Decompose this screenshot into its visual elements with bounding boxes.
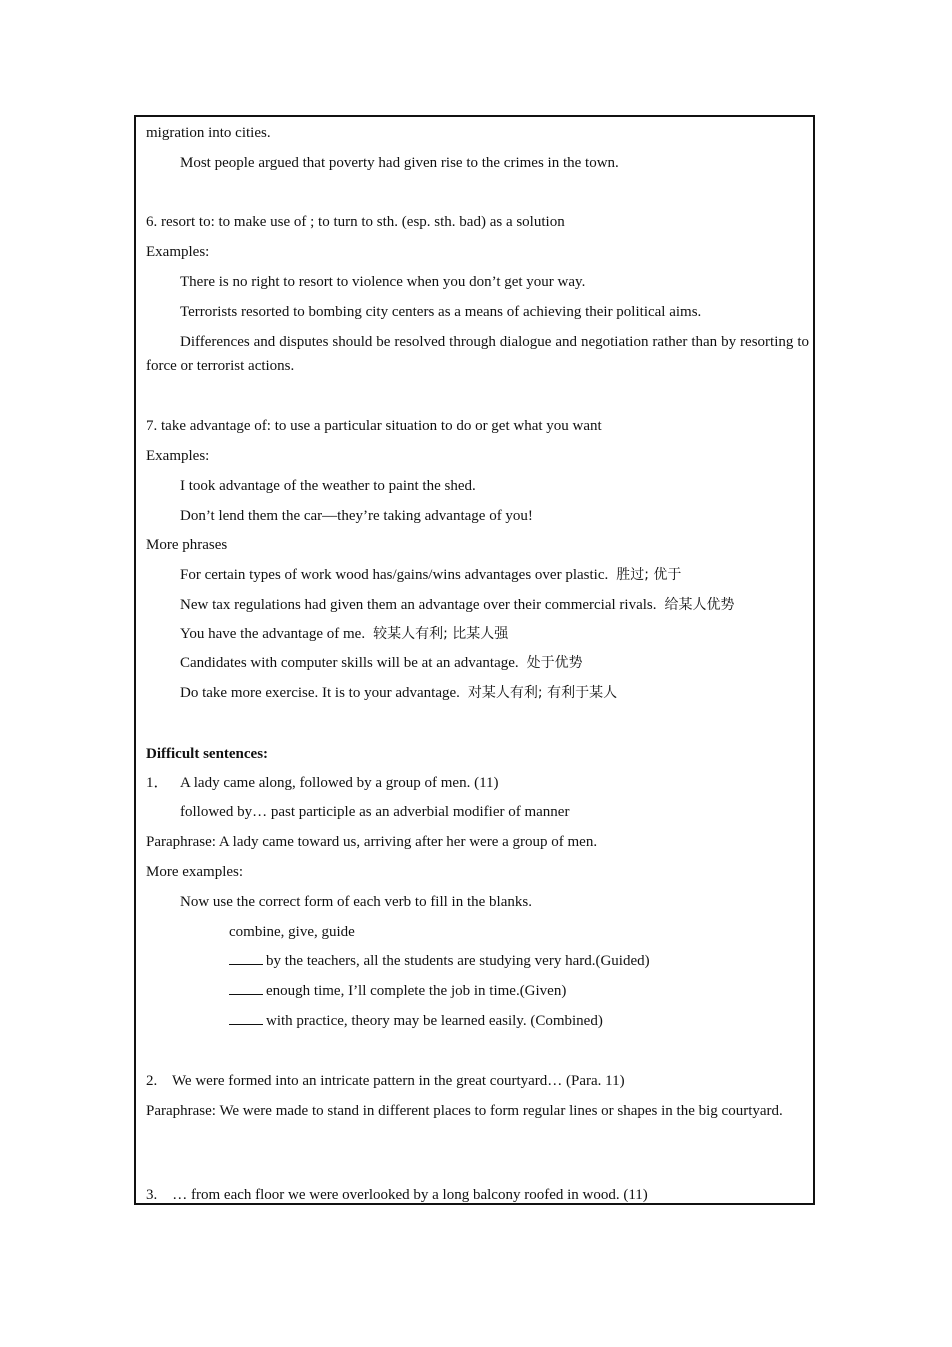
fill-blank-item — [229, 1011, 603, 1031]
phrase-line — [180, 595, 735, 615]
content-table-frame — [134, 115, 815, 1205]
phrase-line — [180, 624, 508, 644]
more-phrases-label: More phrases — [146, 537, 228, 553]
example-sentence: There is no right to resort to violence when you don’t get your way. — [180, 274, 586, 290]
example-sentence: Differences and disputes should be resolved through dialogue and negotiation rather than by resorting to force or terrorist actions. — [146, 334, 809, 374]
phrase-english: Candidates with computer skills will be at an advantage. — [180, 655, 519, 671]
fill-blank-text: by the teachers, all the students are studying very hard.(Guided) — [266, 953, 650, 969]
examples-label: Examples: — [146, 448, 210, 464]
text-line: migration into cities. — [146, 125, 271, 141]
paraphrase: Paraphrase: We were made to stand in different places to form regular lines or shapes in the big courtyard. — [146, 1103, 783, 1119]
phrase-chinese: 较某人有利; 比某人强 — [373, 626, 509, 642]
sentence-3: 3. … from each floor we were overlooked by a long balcony roofed in wood. (11) — [146, 1187, 648, 1203]
phrase-chinese: 给某人优势 — [664, 597, 735, 613]
text-line: Most people argued that poverty had given rise to the crimes in the town. — [180, 155, 619, 171]
example-sentence: Terrorists resorted to bombing city centers as a means of achieving their political aims. — [180, 304, 702, 320]
example-sentence: I took advantage of the weather to paint the shed. — [180, 478, 476, 494]
phrase-english: Do take more exercise. It is to your advantage. — [180, 685, 460, 701]
fill-blank-item — [229, 981, 566, 1001]
examples-label: Examples: — [146, 244, 210, 260]
phrase-line — [180, 653, 583, 673]
answer-blank — [229, 1012, 263, 1025]
phrase-line — [180, 683, 617, 703]
exercise-instruction: Now use the correct form of each verb to fill in the blanks. — [180, 894, 532, 910]
fill-blank-text: enough time, I’ll complete the job in time.(Given) — [266, 983, 567, 999]
sentence-1 — [146, 773, 499, 793]
vocab-heading-take-advantage-of: 7. take advantage of: to use a particular situation to do or get what you want — [146, 418, 602, 434]
difficult-sentences-heading: Difficult sentences: — [146, 746, 269, 762]
verb-list: combine, give, guide — [229, 924, 355, 940]
phrase-chinese: 处于优势 — [526, 655, 583, 671]
sentence-text: A lady came along, followed by a group of men. (11) — [180, 775, 499, 791]
phrase-chinese: 对某人有利; 有利于某人 — [467, 685, 618, 701]
example-sentence: Don’t lend them the car—they’re taking advantage of you! — [180, 508, 533, 524]
fill-blank-item — [229, 951, 650, 971]
answer-blank — [229, 952, 263, 965]
phrase-english: New tax regulations had given them an advantage over their commercial rivals. — [180, 597, 657, 613]
sentence-number: 1． — [146, 775, 169, 791]
vocab-heading-resort-to: 6. resort to: to make use of ; to turn to sth. (esp. sth. bad) as a solution — [146, 214, 565, 230]
answer-blank — [229, 982, 263, 995]
phrase-english: For certain types of work wood has/gains/wins advantages over plastic. — [180, 567, 609, 583]
more-examples-label: More examples: — [146, 864, 244, 880]
phrase-chinese: 胜过; 优于 — [616, 567, 682, 583]
grammar-note: followed by… past participle as an adverbial modifier of manner — [180, 804, 570, 820]
phrase-english: You have the advantage of me. — [180, 626, 366, 642]
fill-blank-text: with practice, theory may be learned easily. (Combined) — [266, 1013, 603, 1029]
sentence-2: 2. We were formed into an intricate pattern in the great courtyard… (Para. 11) — [146, 1073, 625, 1089]
paraphrase: Paraphrase: A lady came toward us, arriving after her were a group of men. — [146, 834, 598, 850]
phrase-line — [180, 565, 681, 585]
